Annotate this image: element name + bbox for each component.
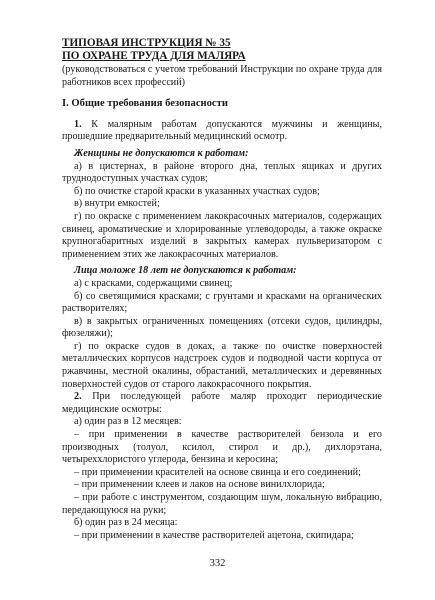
minors-heading: Лица моложе 18 лет не допускаются к работам:	[74, 265, 297, 277]
document-title	[62, 37, 382, 63]
minors-item-a: а) с красками, содержащими свинец;	[74, 277, 233, 289]
paragraph-2-text: При последующей работе маляр проходит периодические медицинские осмотры:	[62, 391, 382, 415]
minors-item-g: г) по окраске судов в доках, а также по очистке поверхностей металлических корпусов надстроек судов и подводной части корпуса от ржавчины, местной окалины, обрастаний, металлических и деревянных поверхностей судов от старого лакокрасочного покрытия.	[62, 340, 382, 390]
women-item-b: б) по очистке старой краски в указанных участках судов;	[74, 185, 320, 197]
women-item-g: г) по окраске с применением лакокрасочных материалов, содержащих свинец, ароматические и хлорированные углеводороды, а также окраске крупногабаритных изделий в закрытых камерах пульверизатором с применением этих же лакокрасочных материалов.	[62, 210, 382, 260]
para2-item-a: а) один раз в 12 месяцев:	[74, 416, 182, 428]
title-line-2: ПО ОХРАНЕ ТРУДА ДЛЯ МАЛЯРА	[62, 50, 246, 62]
document-subtitle: (руководствоваться с учетом требований Инструкции по охране труда для работников всех профессий)	[62, 64, 382, 88]
para2-dash-1: – при применении в качестве растворителей бензола и его производных (толуол, ксилол, стирол и др.), дихлорэтана, четыреххлористого углерода, бензина и керосина;	[62, 429, 382, 466]
paragraph-2-number: 2.	[74, 391, 82, 403]
para2-item-b: б) один раз в 24 месяца:	[74, 517, 178, 529]
women-heading: Женщины не допускаются к работам:	[74, 147, 249, 159]
women-item-v: в) внутри емкостей;	[74, 198, 160, 210]
paragraph-2	[62, 391, 382, 416]
document-body	[62, 37, 382, 542]
para2-dash-4: – при работе с инструментом, создающим шум, локальную вибрацию, передающуюся на руки;	[62, 492, 382, 516]
paragraph-1-text: К малярным работам допускаются мужчины и женщины, прошедшие предварительный медицинский осмотр.	[62, 118, 382, 143]
paragraph-1-number: 1.	[74, 118, 82, 130]
women-item-a: а) в цистернах, в районе второго дна, теплых ящиках и других труднодоступных участках судов;	[62, 160, 382, 185]
minors-item-v: в) в закрытых ограниченных помещениях (отсеки судов, цилиндры, фюзеляжи);	[62, 315, 382, 340]
paragraph-1	[62, 119, 382, 144]
minors-item-b: б) со светящимися красками; с грунтами и красками на органических растворителях;	[62, 290, 382, 315]
para2-dash-3: – при применении клеев и лаков на основе винилхлорида;	[74, 479, 325, 491]
section-heading: I. Общие требования безопасности	[62, 98, 228, 110]
para2-dash-5: – при применении в качестве растворителей ацетона, скипидара;	[74, 529, 354, 541]
page-number: 332	[209, 558, 226, 569]
title-line-1: ТИПОВАЯ ИНСТРУКЦИЯ № 35	[62, 37, 231, 49]
para2-dash-2: – при применении красителей на основе свинца и его соединений;	[74, 466, 361, 478]
